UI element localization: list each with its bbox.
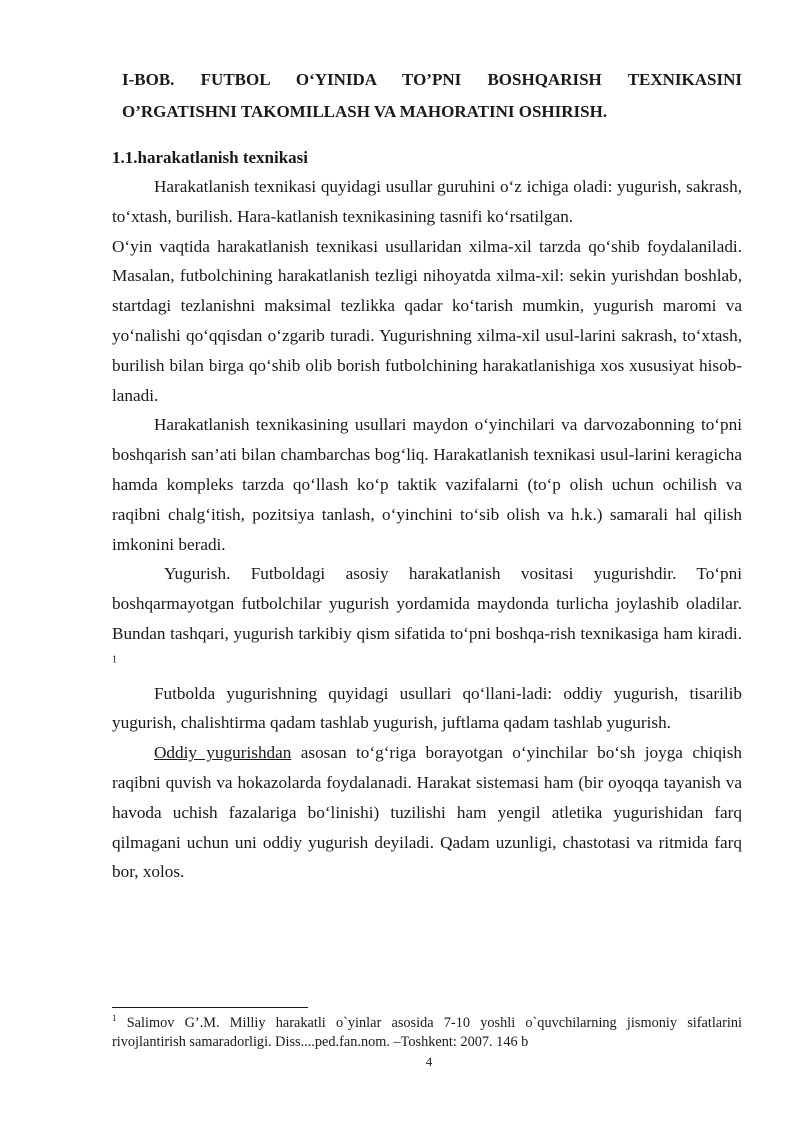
paragraph-3: Harakatlanish texnikasining usullari maydon o‘yinchilari va darvozabonning to‘pni boshqarish san’ati bilan chambarchas bog‘liq. Harakatlanish texnikasi usul-larini keragicha hamda kompleks tarzda qo‘llash ko‘p taktik vazifalarni (to‘p olish uchun ochilish va raqibni chalg‘itish, pozitsiya tanlash, o‘yinchini to‘sib olish va h.k.) samarali hal qilish imkonini beradi.	[112, 415, 742, 554]
footnote-reference: 1	[112, 654, 117, 666]
page-number: 4	[425, 1054, 433, 1069]
section-heading: 1.1.harakatlanish texnikasi	[112, 148, 309, 167]
paragraph-2: O‘yin vaqtida harakatlanish texnikasi usullaridan xilma-xil tarzda qo‘shib foydalaniladi. Masalan, futbolchining harakatlanish tezligi nihoyatda xilma-xil: sekin yurishdan boshlab, startdagi tezlanishni maksimal tezlikka qadar ko‘tarish mumkin, yugurish maromi va yo‘nalishi qo‘qqisdan o‘zgarib turadi. Yugurishning xilma-xil usul-larini sakrash, to‘xtash, burilish bilan birga qo‘shib olib borish futbolchining harakatlanishiga xos xususiyat hisob-lanadi.	[112, 236, 742, 405]
paragraph-1: Harakatlanish texnikasi quyidagi usullar guruhini o‘z ichiga oladi: yugurish, sakrash, to‘xtash, burilish. Hara-katlanish texnikasining tasnifi ko‘rsatilgan.	[112, 177, 742, 226]
chapter-title: I-BOB. FUTBOL O‘YINIDA TO’PNI BOSHQARISH TEXNIKASINI O’RGATISHNI TAKOMILLASH VA MAHORATINI OSHIRISH.	[122, 70, 742, 121]
footnote-mark: 1	[112, 1013, 117, 1024]
body-text	[112, 172, 742, 887]
footnote-text: Salimov G’.M. Milliy harakatli o`yinlar asosida 7-10 yoshli o`quvchilarning jismoniy sifatlarini rivojlantirish samaradorligi. Diss....ped.fan.nom. –Toshkent: 2007. 146 b	[112, 1015, 742, 1050]
paragraph-4-text: Yugurish. Futboldagi asosiy harakatlanish vositasi yugurishdir. To‘pni boshqarmayotgan futbolchilar yugurish yordamida maydonda turlicha joylashib oladilar. Bundan tashqari, yugurish tarkibiy qism sifatida to‘pni boshqa-rish texnikasiga ham kiradi.	[112, 564, 742, 643]
footnote-divider	[112, 1007, 308, 1008]
paragraph-4	[112, 559, 742, 678]
paragraph-6-text: asosan to‘g‘riga borayotgan o‘yinchilar bo‘sh joyga chiqish raqibni quvish va hokazolarda foydalanadi. Harakat sistemasi ham (bir oyoqqa tayanish va havoda uchish fazalariga bo‘linishi) tuzilishi ham yengil atletika yugurishidan farq qilmagani uchun uni oddiy yugurish deyiladi. Qadam uzunligi, chastotasi va ritmida farq bor, xolos.	[112, 743, 742, 882]
paragraph-5: Futbolda yugurishning quyidagi usullari qo‘llani-ladi: oddiy yugurish, tisarilib yugurish, chalishtirma qadam tashlab yugurish, juftlama qadam tashlab yugurish.	[112, 683, 742, 733]
paragraph-6	[112, 738, 742, 887]
term-oddiy-yugurish: Oddiy yugurishdan	[154, 743, 292, 763]
footnote	[112, 1014, 742, 1052]
